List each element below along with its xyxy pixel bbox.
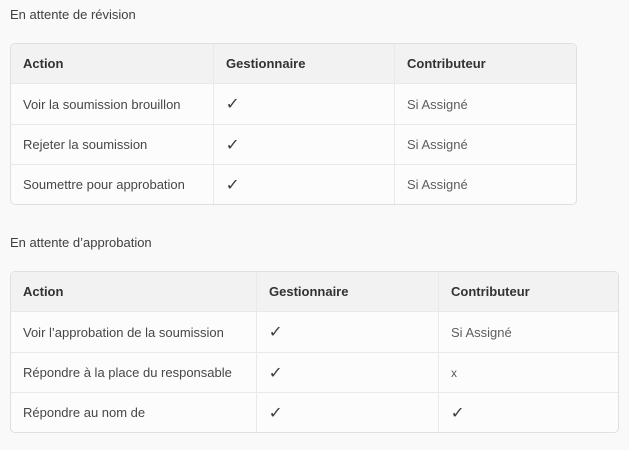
cell-contributeur: Si Assigné [394,84,576,124]
cell-gestionnaire [213,124,394,164]
table-header-row [11,44,576,84]
column-header-gestionnaire: Gestionnaire [256,272,438,312]
cell-action: Soumettre pour approbation [11,164,213,204]
table-row [11,312,618,352]
check-icon: ✓ [268,322,283,341]
check-icon: ✓ [225,94,240,113]
cell-gestionnaire [213,164,394,204]
cell-action: Répondre au nom de [11,392,256,432]
cell-contributeur [438,352,618,392]
column-header-contributeur: Contributeur [438,272,618,312]
cell-contributeur: Si Assigné [438,312,618,352]
column-header-action: Action [11,44,213,84]
check-icon: ✓ [225,174,240,194]
cell-contributeur [438,392,618,432]
cell-gestionnaire [256,312,438,352]
section-pending-review [10,7,629,205]
permissions-table-review [10,43,577,205]
x-mark-icon: x [451,366,457,380]
check-icon: ✓ [450,402,465,422]
cell-contributeur: Si Assigné [394,164,576,204]
section-pending-approval [10,235,629,433]
cell-gestionnaire [256,352,438,392]
check-icon: ✓ [268,402,283,422]
column-header-gestionnaire: Gestionnaire [213,44,394,84]
cell-action: Rejeter la soumission [11,124,213,164]
permissions-table-approval [10,271,619,433]
column-header-action: Action [11,272,256,312]
table-row [11,352,618,392]
table-row [11,392,618,432]
cell-gestionnaire [213,84,394,124]
section-heading: En attente d’approbation [10,235,152,250]
cell-action: Voir l’approbation de la soumission [23,324,224,340]
section-heading: En attente de révision [10,7,136,22]
check-icon: ✓ [268,362,283,382]
table-header-row [11,272,618,312]
cell-contributeur: Si Assigné [394,124,576,164]
check-icon: ✓ [225,134,240,154]
table-row [11,84,576,124]
table-row [11,124,576,164]
table-row [11,164,576,204]
cell-gestionnaire [256,392,438,432]
cell-action: Répondre à la place du responsable [11,352,256,392]
column-header-contributeur: Contributeur [394,44,576,84]
cell-action: Voir la soumission brouillon [23,96,181,112]
